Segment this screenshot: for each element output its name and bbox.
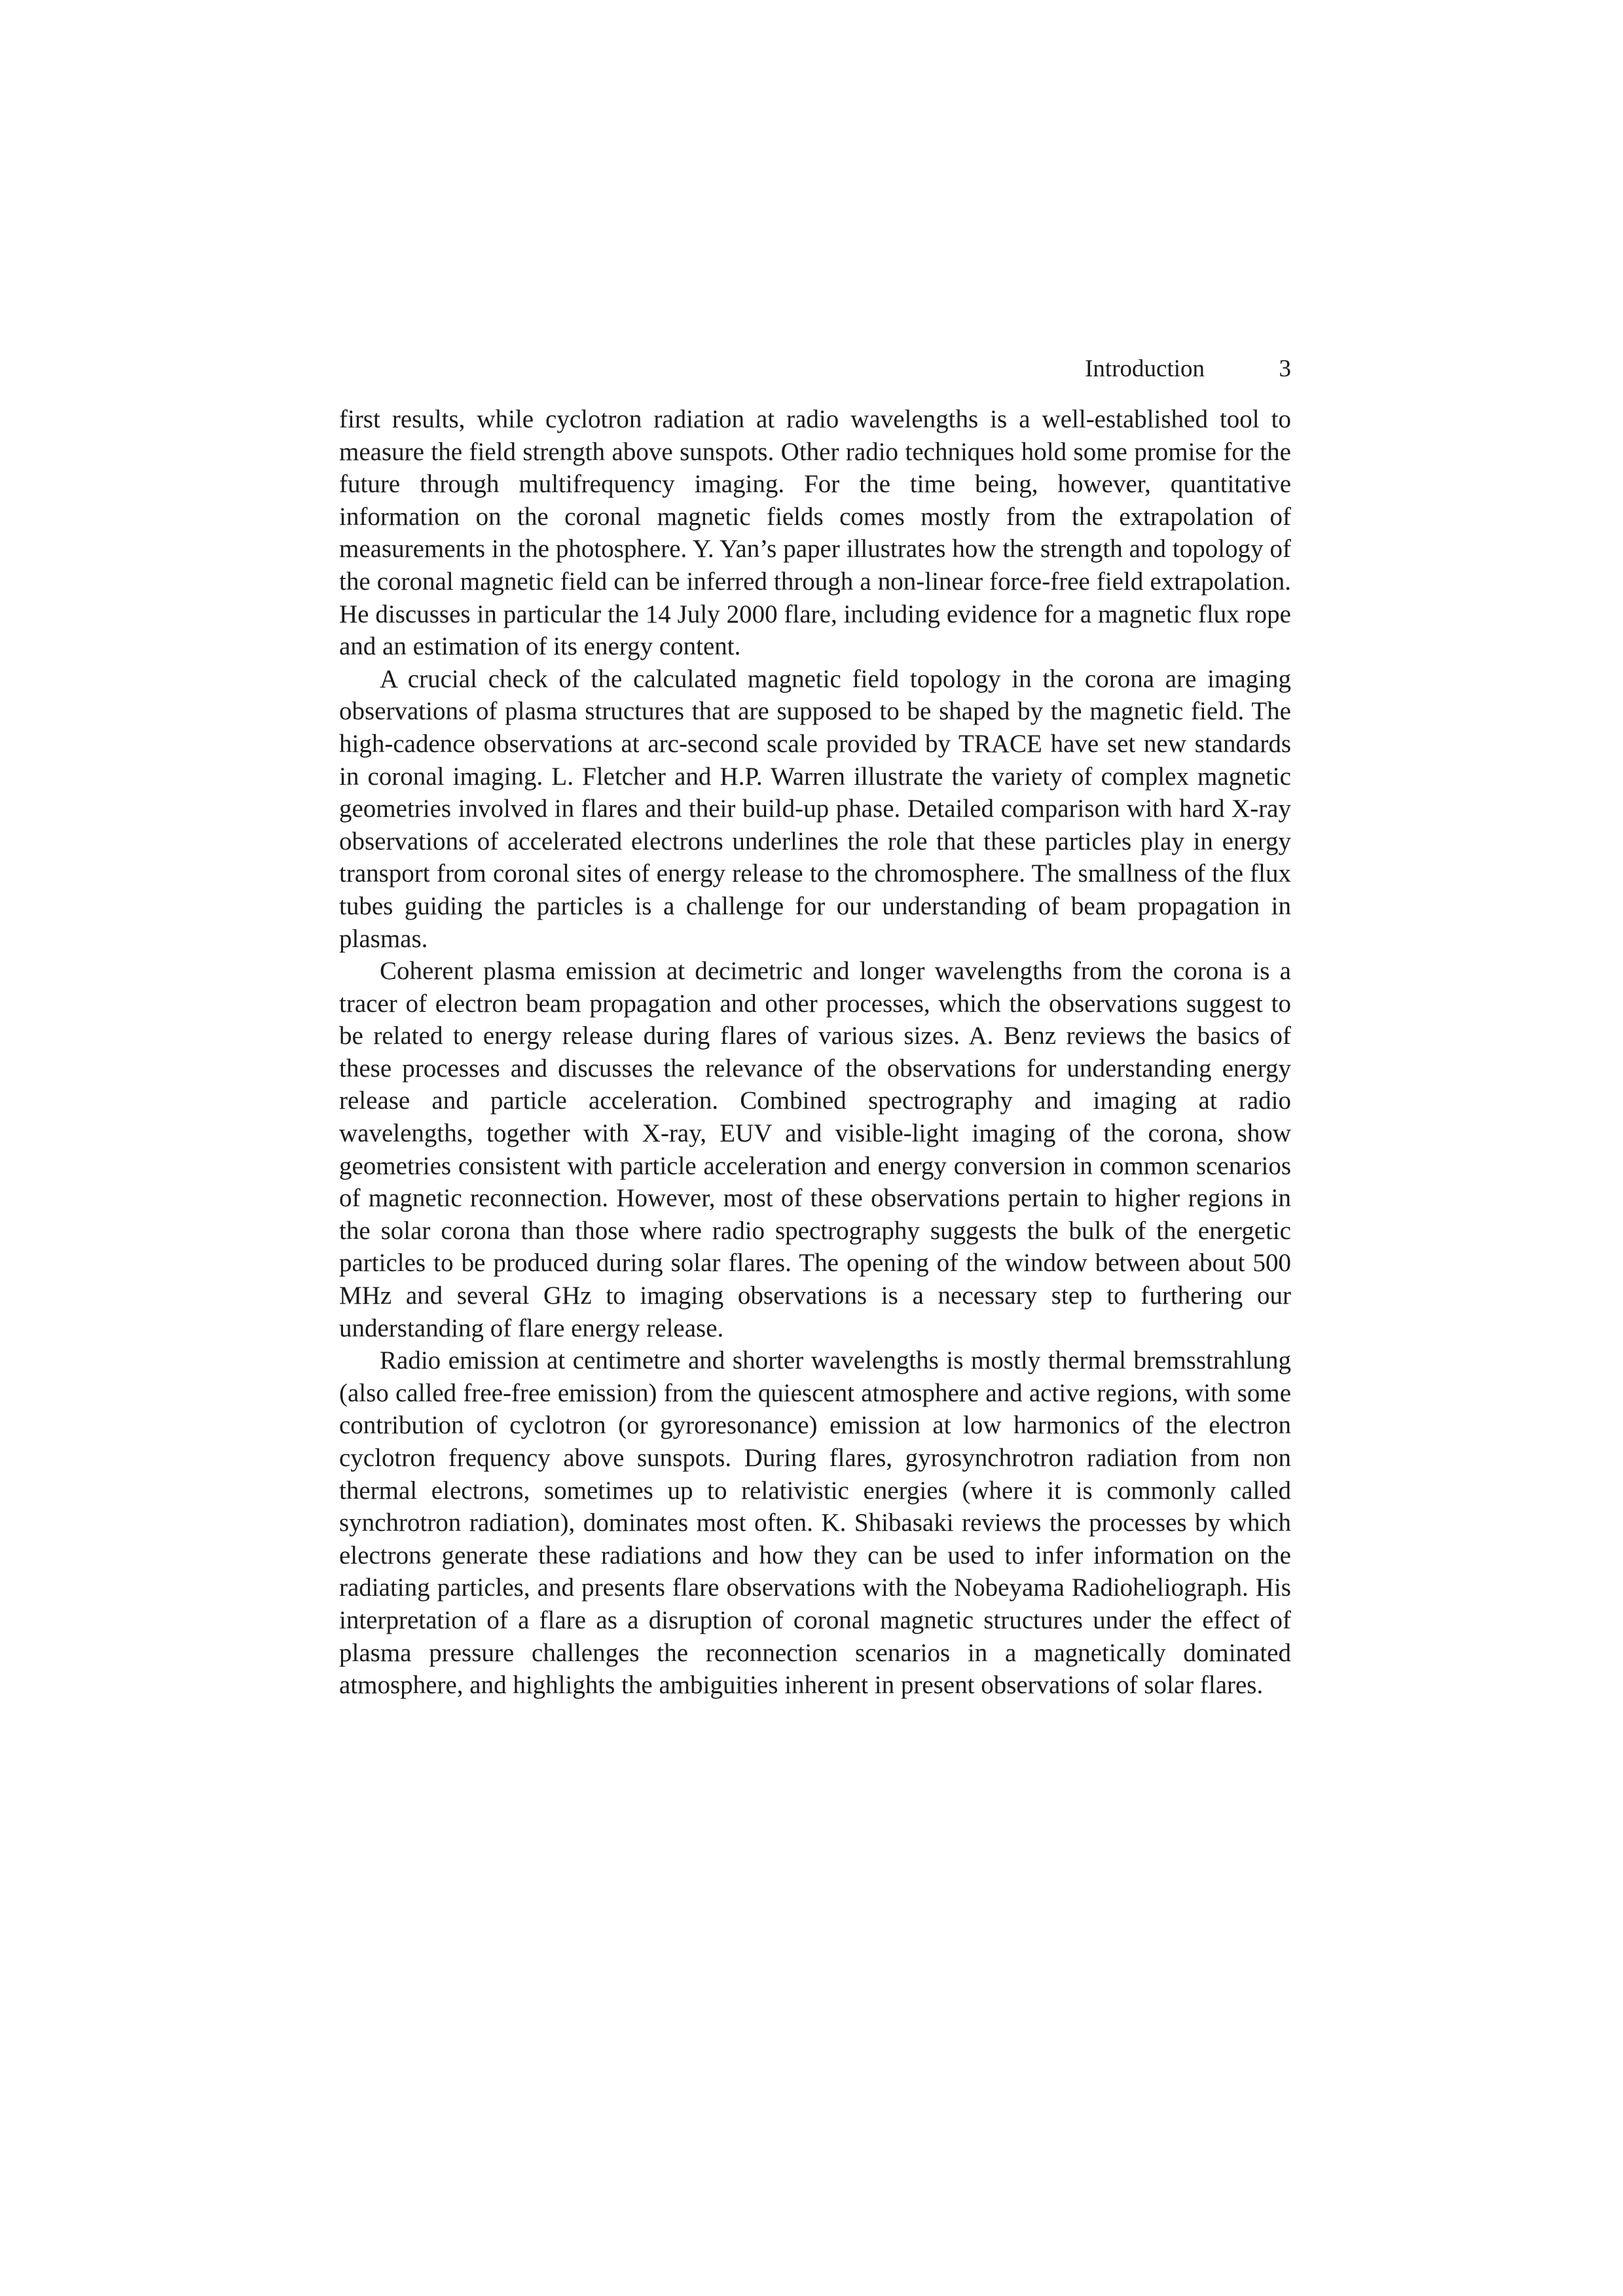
page-number: 3 — [1279, 355, 1291, 382]
paragraph-4: Radio emission at centimetre and shorter wavelengths is mostly thermal bremsstrahlung (also called free-free emission) from the quiescent atmosphere and active regions, with some contribution of cyclotron (or gyroresonance) emission at low harmonics of the electron cyclotron frequency above sunspots. During flares, gyrosynchrotron radiation from non thermal electrons, sometimes up to relativistic energies (where it is commonly called synchrotron radiation), dominates most often. K. Shibasaki reviews the processes by which electrons generate these radiations and how they can be used to infer information on the radiating particles, and presents flare observations with the Nobeyama Radioheliograph. His interpretation of a flare as a disruption of coronal magnetic structures under the effect of plasma pressure challenges the reconnection scenarios in a magnetically dominated atmosphere, and highlights the ambiguities inherent in present observations of solar flares. — [339, 1346, 1291, 1700]
body-text — [339, 403, 1291, 1702]
running-head — [339, 352, 1291, 386]
running-head-title: Introduction — [1085, 355, 1205, 382]
paragraph-2: A crucial check of the calculated magnetic field topology in the corona are imaging observations of plasma structures that are supposed to be shaped by the magnetic field. The high-cadence observations at arc-second scale provided by TRACE have set new standards in coronal imaging. L. Fletcher and H.P. Warren illustrate the variety of complex magnetic geometries involved in flares and their build-up phase. Detailed comparison with hard X-ray observations of accelerated electrons underlines the role that these particles play in energy transport from coronal sites of energy release to the chromosphere. The smallness of the flux tubes guiding the particles is a challenge for our understanding of beam propagation in plasmas. — [339, 664, 1291, 953]
paragraph-3: Coherent plasma emission at decimetric and longer wavelengths from the corona is a tracer of electron beam propagation and other processes, which the observations suggest to be related to energy release during flares of various sizes. A. Benz reviews the basics of these processes and discusses the relevance of the observations for understanding energy release and particle acceleration. Combined spectrography and imaging at radio wavelengths, together with X-ray, EUV and visible-light imaging of the corona, show geometries consistent with particle acceleration and energy conversion in common scenarios of magnetic reconnection. However, most of these observations pertain to higher regions in the solar corona than those where radio spectrography suggests the bulk of the energetic particles to be produced during solar flares. The opening of the window between about 500 MHz and several GHz to imaging observations is a necessary step to furthering our understanding of flare energy release. — [339, 957, 1291, 1342]
paragraph-1: first results, while cyclotron radiation at radio wavelengths is a well-established tool to measure the field strength above sunspots. Other radio techniques hold some promise for the future through multifrequency imaging. For the time being, however, quantitative information on the coronal magnetic fields comes mostly from the extrapolation of measurements in the photosphere. Y. Yan’s paper illustrates how the strength and topology of the coronal magnetic field can be inferred through a non-linear force-free field extrapolation. He discusses in particular the 14 July 2000 flare, including evidence for a magnetic flux rope and an estimation of its energy content. — [339, 405, 1291, 661]
